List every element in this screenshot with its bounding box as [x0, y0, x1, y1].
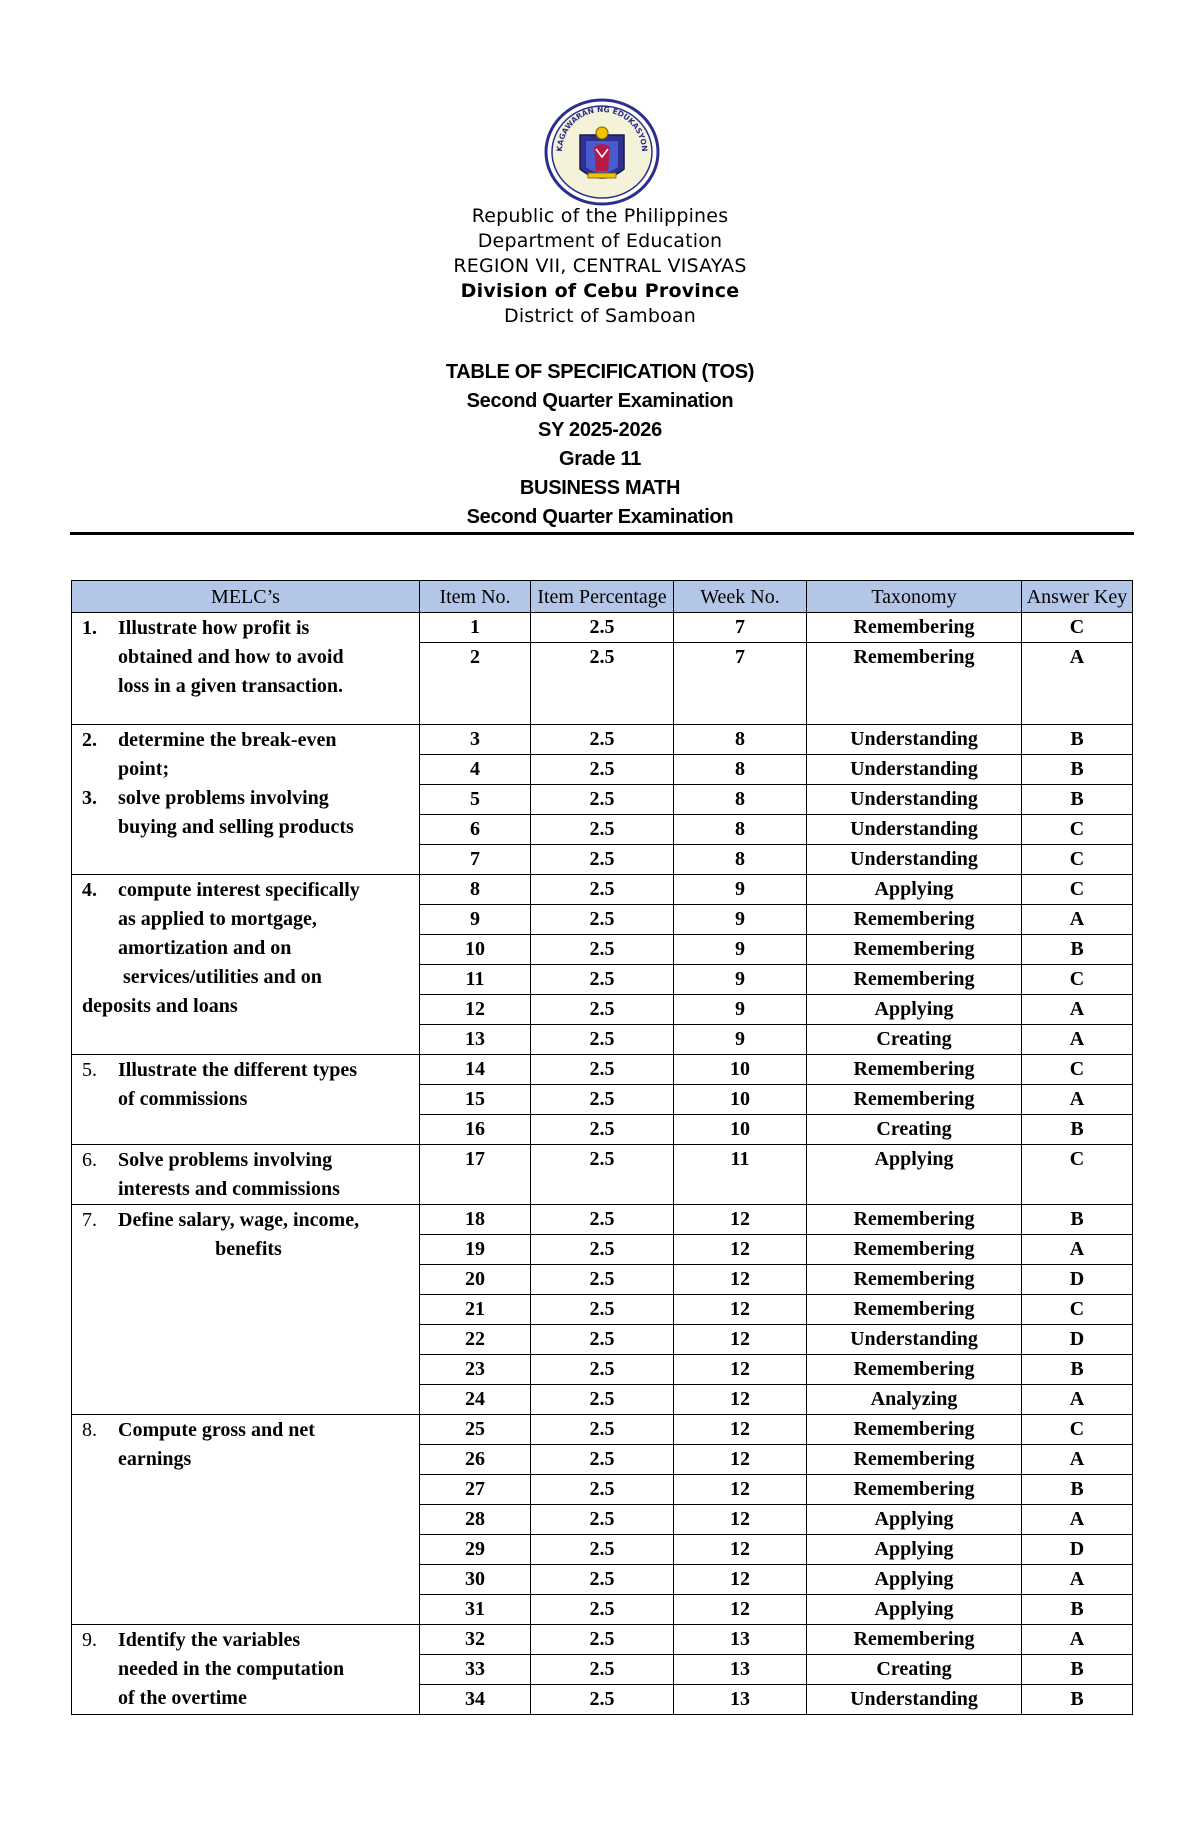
- item-no-cell: 7: [420, 845, 531, 875]
- item-no-cell: 12: [420, 995, 531, 1025]
- melc-text: buying and selling products: [118, 816, 354, 838]
- answer-key-cell: B: [1022, 1595, 1133, 1625]
- week-no-cell: 12: [674, 1565, 807, 1595]
- taxonomy-cell: Remembering: [807, 1295, 1022, 1325]
- answer-key-cell: A: [1022, 1565, 1133, 1595]
- item-percentage-cell: 2.5: [531, 1565, 674, 1595]
- taxonomy-cell: Remembering: [807, 1475, 1022, 1505]
- week-no-cell: 12: [674, 1205, 807, 1235]
- answer-key-cell: A: [1022, 995, 1133, 1025]
- taxonomy-cell: Remembering: [807, 1625, 1022, 1655]
- melc-text: Solve problems involving: [118, 1149, 333, 1171]
- item-percentage-cell: 2.5: [531, 845, 674, 875]
- table-row: [72, 875, 1133, 905]
- week-no-cell: 12: [674, 1235, 807, 1265]
- answer-key-cell: B: [1022, 1355, 1133, 1385]
- week-no-cell: 12: [674, 1415, 807, 1445]
- division-line: Division of Cebu Province: [460, 280, 740, 302]
- answer-key-cell: C: [1022, 845, 1133, 875]
- taxonomy-cell: Remembering: [807, 1205, 1022, 1235]
- organization-header: [0, 204, 1200, 329]
- item-no-cell: 8: [420, 875, 531, 905]
- answer-key-cell: A: [1022, 1625, 1133, 1655]
- week-no-cell: 9: [674, 935, 807, 965]
- answer-key-cell: A: [1022, 1235, 1133, 1265]
- table-row: [72, 1625, 1133, 1655]
- week-no-cell: 8: [674, 845, 807, 875]
- week-no-cell: 8: [674, 755, 807, 785]
- melc-text: interests and commissions: [118, 1178, 340, 1200]
- week-no-cell: 10: [674, 1055, 807, 1085]
- item-percentage-cell: 2.5: [531, 1055, 674, 1085]
- item-percentage-cell: 2.5: [531, 1505, 674, 1535]
- melc-text: amortization and on: [118, 937, 292, 959]
- taxonomy-cell: Applying: [807, 995, 1022, 1025]
- item-percentage-cell: 2.5: [531, 613, 674, 643]
- taxonomy-cell: Applying: [807, 1145, 1022, 1205]
- answer-key-cell: C: [1022, 875, 1133, 905]
- melc-text: Illustrate the different types: [118, 1059, 358, 1081]
- item-no-cell: 23: [420, 1355, 531, 1385]
- week-no-cell: 12: [674, 1535, 807, 1565]
- melc-cell: [72, 1055, 420, 1145]
- grade-level: Grade 11: [558, 448, 642, 470]
- taxonomy-cell: Creating: [807, 1115, 1022, 1145]
- melc-number: 5.: [82, 1059, 97, 1081]
- answer-key-cell: A: [1022, 1085, 1133, 1115]
- item-percentage-cell: 2.5: [531, 643, 674, 725]
- document-titles: [0, 358, 1200, 532]
- item-percentage-cell: 2.5: [531, 1355, 674, 1385]
- item-percentage-cell: 2.5: [531, 1625, 674, 1655]
- melc-line: [82, 614, 415, 643]
- melc-cell: [72, 1205, 420, 1415]
- melc-text: Define salary, wage, income,: [118, 1209, 360, 1231]
- week-no-cell: 8: [674, 725, 807, 755]
- item-percentage-cell: 2.5: [531, 1325, 674, 1355]
- answer-key-cell: C: [1022, 613, 1133, 643]
- republic-line: Republic of the Philippines: [471, 205, 729, 227]
- week-no-cell: 13: [674, 1625, 807, 1655]
- answer-key-cell: A: [1022, 643, 1133, 725]
- melc-line: [82, 876, 415, 905]
- item-no-cell: 10: [420, 935, 531, 965]
- melc-text: loss in a given transaction.: [118, 675, 344, 697]
- melc-cell: [72, 1145, 420, 1205]
- item-no-cell: 30: [420, 1565, 531, 1595]
- item-percentage-cell: 2.5: [531, 1385, 674, 1415]
- answer-key-cell: B: [1022, 935, 1133, 965]
- melc-line: [82, 1416, 415, 1445]
- item-no-cell: 34: [420, 1685, 531, 1715]
- item-percentage-cell: 2.5: [531, 1235, 674, 1265]
- header-divider: [70, 532, 1134, 535]
- taxonomy-cell: Remembering: [807, 965, 1022, 995]
- week-no-cell: 8: [674, 815, 807, 845]
- melc-text: services/utilities and on: [118, 966, 322, 988]
- answer-key-cell: B: [1022, 1685, 1133, 1715]
- item-percentage-cell: 2.5: [531, 785, 674, 815]
- melc-number: 2.: [82, 729, 97, 751]
- taxonomy-cell: Applying: [807, 1535, 1022, 1565]
- melc-cell: [72, 613, 420, 725]
- week-no-cell: 9: [674, 905, 807, 935]
- taxonomy-cell: Remembering: [807, 935, 1022, 965]
- week-no-cell: 12: [674, 1505, 807, 1535]
- taxonomy-cell: Understanding: [807, 755, 1022, 785]
- item-percentage-cell: 2.5: [531, 1205, 674, 1235]
- taxonomy-cell: Remembering: [807, 613, 1022, 643]
- melc-text: deposits and loans: [82, 995, 238, 1017]
- item-percentage-cell: 2.5: [531, 1415, 674, 1445]
- melc-text: needed in the computation: [118, 1658, 345, 1680]
- item-percentage-cell: 2.5: [531, 965, 674, 995]
- col-header-taxonomy: Taxonomy: [807, 581, 1022, 613]
- taxonomy-cell: Understanding: [807, 785, 1022, 815]
- answer-key-cell: C: [1022, 815, 1133, 845]
- item-percentage-cell: 2.5: [531, 1685, 674, 1715]
- week-no-cell: 12: [674, 1595, 807, 1625]
- taxonomy-cell: Remembering: [807, 1055, 1022, 1085]
- answer-key-cell: D: [1022, 1535, 1133, 1565]
- item-no-cell: 6: [420, 815, 531, 845]
- table-row: [72, 1055, 1133, 1085]
- col-header-item-percentage: Item Percentage: [531, 581, 674, 613]
- taxonomy-cell: Applying: [807, 1505, 1022, 1535]
- melc-text: determine the break-even: [118, 729, 337, 751]
- melc-cell: [72, 875, 420, 1055]
- answer-key-cell: B: [1022, 1475, 1133, 1505]
- answer-key-cell: C: [1022, 965, 1133, 995]
- melc-text: earnings: [118, 1448, 192, 1470]
- taxonomy-cell: Understanding: [807, 1325, 1022, 1355]
- answer-key-cell: C: [1022, 1055, 1133, 1085]
- col-header-item-no: Item No.: [420, 581, 531, 613]
- melc-number: 4.: [82, 879, 97, 901]
- week-no-cell: 7: [674, 613, 807, 643]
- col-header-answer-key: Answer Key: [1022, 581, 1133, 613]
- item-no-cell: 26: [420, 1445, 531, 1475]
- answer-key-cell: D: [1022, 1325, 1133, 1355]
- item-no-cell: 29: [420, 1535, 531, 1565]
- taxonomy-cell: Understanding: [807, 1685, 1022, 1715]
- item-no-cell: 14: [420, 1055, 531, 1085]
- answer-key-cell: A: [1022, 1025, 1133, 1055]
- item-no-cell: 27: [420, 1475, 531, 1505]
- taxonomy-cell: Remembering: [807, 643, 1022, 725]
- item-percentage-cell: 2.5: [531, 1475, 674, 1505]
- week-no-cell: 12: [674, 1265, 807, 1295]
- taxonomy-cell: Creating: [807, 1655, 1022, 1685]
- item-percentage-cell: 2.5: [531, 1445, 674, 1475]
- answer-key-cell: C: [1022, 1415, 1133, 1445]
- table-row: [72, 1145, 1133, 1205]
- week-no-cell: 13: [674, 1655, 807, 1685]
- taxonomy-cell: Applying: [807, 1595, 1022, 1625]
- table-row: [72, 1415, 1133, 1445]
- item-no-cell: 3: [420, 725, 531, 755]
- melc-cell: [72, 1625, 420, 1715]
- taxonomy-cell: Remembering: [807, 1445, 1022, 1475]
- item-no-cell: 2: [420, 643, 531, 725]
- item-percentage-cell: 2.5: [531, 1025, 674, 1055]
- item-no-cell: 21: [420, 1295, 531, 1325]
- melc-text: Compute gross and net: [118, 1419, 315, 1441]
- melc-line: [82, 784, 415, 813]
- item-no-cell: 1: [420, 613, 531, 643]
- taxonomy-cell: Understanding: [807, 845, 1022, 875]
- answer-key-cell: B: [1022, 1205, 1133, 1235]
- svg-text:KAGAWARAN NG EDUKASYON: KAGAWARAN NG EDUKASYON: [554, 104, 650, 152]
- item-no-cell: 28: [420, 1505, 531, 1535]
- week-no-cell: 10: [674, 1085, 807, 1115]
- document-title: TABLE OF SPECIFICATION (TOS): [445, 361, 755, 383]
- item-percentage-cell: 2.5: [531, 995, 674, 1025]
- melc-line: [82, 726, 415, 755]
- melc-text: as applied to mortgage,: [118, 908, 317, 930]
- melc-text: solve problems involving: [118, 787, 329, 809]
- melc-number: 7.: [82, 1209, 97, 1231]
- item-percentage-cell: 2.5: [531, 725, 674, 755]
- week-no-cell: 8: [674, 785, 807, 815]
- item-percentage-cell: 2.5: [531, 1115, 674, 1145]
- item-percentage-cell: 2.5: [531, 1655, 674, 1685]
- item-percentage-cell: 2.5: [531, 1085, 674, 1115]
- week-no-cell: 12: [674, 1355, 807, 1385]
- week-no-cell: 9: [674, 875, 807, 905]
- melc-text: point;: [118, 758, 170, 780]
- item-percentage-cell: 2.5: [531, 1535, 674, 1565]
- item-percentage-cell: 2.5: [531, 1595, 674, 1625]
- item-no-cell: 31: [420, 1595, 531, 1625]
- item-no-cell: 16: [420, 1115, 531, 1145]
- item-no-cell: 11: [420, 965, 531, 995]
- taxonomy-cell: Creating: [807, 1025, 1022, 1055]
- week-no-cell: 12: [674, 1475, 807, 1505]
- district-line: District of Samboan: [503, 305, 697, 327]
- answer-key-cell: B: [1022, 785, 1133, 815]
- col-header-melc: MELC’s: [72, 581, 420, 613]
- item-percentage-cell: 2.5: [531, 905, 674, 935]
- taxonomy-cell: Applying: [807, 1565, 1022, 1595]
- taxonomy-cell: Remembering: [807, 905, 1022, 935]
- item-no-cell: 25: [420, 1415, 531, 1445]
- item-percentage-cell: 2.5: [531, 755, 674, 785]
- week-no-cell: 12: [674, 1295, 807, 1325]
- item-percentage-cell: 2.5: [531, 1145, 674, 1205]
- answer-key-cell: B: [1022, 725, 1133, 755]
- item-no-cell: 20: [420, 1265, 531, 1295]
- week-no-cell: 12: [674, 1385, 807, 1415]
- department-line: Department of Education: [477, 230, 723, 252]
- answer-key-cell: C: [1022, 1295, 1133, 1325]
- region-line: REGION VII, CENTRAL VISAYAS: [453, 255, 747, 277]
- item-percentage-cell: 2.5: [531, 935, 674, 965]
- table-row: [72, 1205, 1133, 1235]
- exam-title: Second Quarter Examination: [466, 390, 734, 412]
- melc-number: 1.: [82, 617, 97, 639]
- week-no-cell: 9: [674, 1025, 807, 1055]
- table-row: [72, 613, 1133, 643]
- taxonomy-cell: Remembering: [807, 1415, 1022, 1445]
- melc-text: of the overtime: [118, 1687, 247, 1709]
- table-header-row: [72, 581, 1133, 613]
- item-no-cell: 22: [420, 1325, 531, 1355]
- col-header-week-no: Week No.: [674, 581, 807, 613]
- melc-number: 6.: [82, 1149, 97, 1171]
- week-no-cell: 10: [674, 1115, 807, 1145]
- week-no-cell: 13: [674, 1685, 807, 1715]
- answer-key-cell: B: [1022, 1115, 1133, 1145]
- item-no-cell: 33: [420, 1655, 531, 1685]
- subject-title: BUSINESS MATH: [519, 477, 681, 499]
- answer-key-cell: B: [1022, 1655, 1133, 1685]
- melc-number: 8.: [82, 1419, 97, 1441]
- item-no-cell: 24: [420, 1385, 531, 1415]
- item-no-cell: 17: [420, 1145, 531, 1205]
- table-row: [72, 725, 1133, 755]
- item-no-cell: 4: [420, 755, 531, 785]
- taxonomy-cell: Applying: [807, 875, 1022, 905]
- taxonomy-cell: Remembering: [807, 1265, 1022, 1295]
- melc-text: benefits: [215, 1238, 282, 1260]
- exam-title-repeat: Second Quarter Examination: [466, 506, 734, 528]
- item-percentage-cell: 2.5: [531, 1295, 674, 1325]
- school-year: SY 2025-2026: [538, 419, 662, 441]
- answer-key-cell: C: [1022, 1145, 1133, 1205]
- taxonomy-cell: Remembering: [807, 1085, 1022, 1115]
- item-percentage-cell: 2.5: [531, 815, 674, 845]
- item-no-cell: 15: [420, 1085, 531, 1115]
- week-no-cell: 12: [674, 1445, 807, 1475]
- melc-line: [82, 1056, 415, 1085]
- melc-line: [82, 1626, 415, 1655]
- taxonomy-cell: Understanding: [807, 725, 1022, 755]
- taxonomy-cell: Remembering: [807, 1235, 1022, 1265]
- melc-cell: [72, 725, 420, 875]
- week-no-cell: 9: [674, 965, 807, 995]
- melc-text: compute interest specifically: [118, 879, 360, 901]
- answer-key-cell: A: [1022, 1385, 1133, 1415]
- week-no-cell: 11: [674, 1145, 807, 1205]
- item-no-cell: 19: [420, 1235, 531, 1265]
- week-no-cell: 7: [674, 643, 807, 725]
- item-no-cell: 32: [420, 1625, 531, 1655]
- item-no-cell: 5: [420, 785, 531, 815]
- melc-text: obtained and how to avoid: [118, 646, 344, 668]
- melc-number: 3.: [82, 787, 97, 809]
- item-no-cell: 9: [420, 905, 531, 935]
- deped-seal-logo: [542, 97, 662, 207]
- melc-text: Illustrate how profit is: [118, 617, 310, 639]
- taxonomy-cell: Understanding: [807, 815, 1022, 845]
- answer-key-cell: D: [1022, 1265, 1133, 1295]
- taxonomy-cell: Remembering: [807, 1355, 1022, 1385]
- week-no-cell: 12: [674, 1325, 807, 1355]
- answer-key-cell: A: [1022, 1445, 1133, 1475]
- answer-key-cell: A: [1022, 905, 1133, 935]
- melc-text: Identify the variables: [118, 1629, 301, 1651]
- melc-line: [82, 1146, 415, 1175]
- item-no-cell: 13: [420, 1025, 531, 1055]
- item-percentage-cell: 2.5: [531, 1265, 674, 1295]
- item-percentage-cell: 2.5: [531, 875, 674, 905]
- answer-key-cell: B: [1022, 755, 1133, 785]
- item-no-cell: 18: [420, 1205, 531, 1235]
- melc-cell: [72, 1415, 420, 1625]
- tos-table: [71, 580, 1133, 1715]
- answer-key-cell: A: [1022, 1505, 1133, 1535]
- melc-line: [82, 1206, 415, 1235]
- melc-number: 9.: [82, 1629, 97, 1651]
- melc-text: of commissions: [118, 1088, 248, 1110]
- week-no-cell: 9: [674, 995, 807, 1025]
- taxonomy-cell: Analyzing: [807, 1385, 1022, 1415]
